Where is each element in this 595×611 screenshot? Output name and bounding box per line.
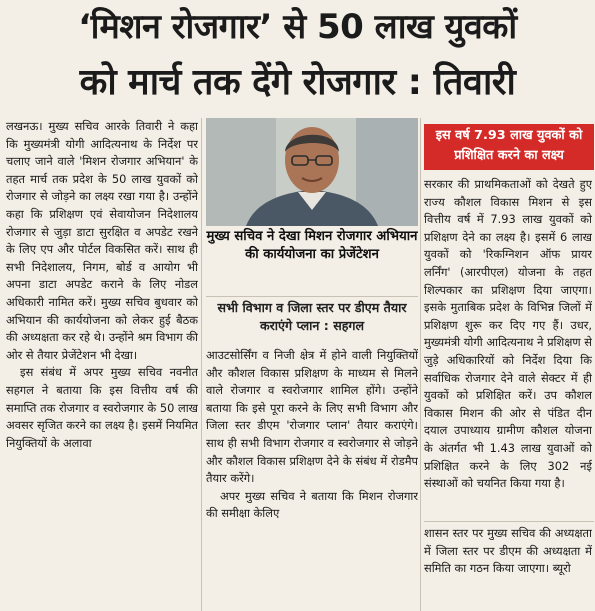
photo-chief-secretary bbox=[206, 118, 418, 226]
portrait-image bbox=[206, 118, 418, 226]
paragraph: लखनऊ। मुख्य सचिव आरके तिवारी ने कहा कि मुख्यमंत्री योगी आदित्यनाथ के निर्देश पर चलाए जाने वाले 'मिशन रोजगार अभियान' के तहत मार्च तक प्रदेश के 50 लाख युवकों को रोजगार से जोड़ने का लक्ष्य रखा गया है। उन्होंने कहा कि प्रशिक्षण एवं सेवायोजन निदेशालय रोजगार से जुड़ा डाटा सुरक्षित व अपडेट रखने के लिए एप और पोर्टल विकसित करें। साथ ही सभी निदेशालय, निगम, बोर्ड व आयोग भी अपना डाटा अपडेट कराने के लिए नोडल अधिकारी नामित करें। मुख्य सचिव बुधवार को अभियान की कार्ययोजना को लेकर हुई बैठक की अध्यक्षता कर रहे थे। उन्होंने श्रम विभाग की ओर से तैयार प्रेजेंटेशन भी देखा। bbox=[6, 119, 198, 362]
sidebar-footer-text bbox=[424, 525, 592, 611]
paragraph: आउटसोर्सिंग व निजी क्षेत्र में होने वाली नियुक्तियों और कौशल विकास प्रशिक्षण के माध्यम से मिलने वाले रोजगार व स्वरोजगार शामिल होंगे। उन्होंने बताया कि इसे पूरा करने के लिए सभी विभाग और जिला स्तर डीएम 'रोजगार प्लान' तैयार कराएंगे। साथ ही सभी विभाग रोजगार व स्वरोजगार से जोड़ने और कौशल विकास प्रशिक्षण देने के संबंध में रोडमैप तैयार करेंगे। bbox=[206, 348, 418, 486]
left-column-text bbox=[6, 118, 198, 611]
headline-line-2: को मार्च तक देंगे रोजगार : तिवारी bbox=[79, 62, 516, 103]
column-divider bbox=[420, 118, 421, 611]
sidebar-text bbox=[424, 176, 592, 521]
paragraph: सरकार की प्राथमिकताओं को देखते हुए राज्य कौशल विकास मिशन से इस वित्तीय वर्ष में 7.93 लाख युवकों को प्रशिक्षण देने का लक्ष्य है। इसमें 6 लाख युवकों को 'रिकग्निशन ऑफ प्रायर लर्निंग' (आरपीएल) योजना के तहत शिल्पकार का प्रशिक्षण दिया जाएगा। इसके मुताबिक प्रदेश के विभिन्न जिलों में प्रशिक्षण शुरू कर दिए गए हैं। उधर, मुख्यमंत्री योगी आदित्यनाथ ने प्रशिक्षण से जुड़े अधिकारियों को निर्देश दिया कि सर्वाधिक रोजगार देने वाले सेक्टर में ही युवकों को प्रशिक्षित करें। उप कौशल विकास मिशन की ओर से पंडित दीन दयाल उपाध्याय ग्रामीण कौशल योजना के अंतर्गत भी 1.43 लाख युवाओं को प्रशिक्षित करने के लिए 302 नई संस्थाओं को चयनित किया गया है। bbox=[424, 177, 592, 491]
headline-line-1: ‘मिशन रोजगार’ से 50 लाख युवकों bbox=[78, 7, 517, 47]
sidebar-title: इस वर्ष 7.93 लाख युवकों को प्रशिक्षित करने का लक्ष्य bbox=[424, 124, 594, 170]
column-divider bbox=[201, 118, 202, 611]
paragraph: अपर मुख्य सचिव ने बताया कि मिशन रोजगार की समीक्षा केलिए bbox=[206, 488, 418, 521]
paragraph: इस संबंध में अपर मुख्य सचिव नवनीत सहगल ने बताया कि इस वित्तीय वर्ष की समाप्ति तक रोजगार व स्वरोजगार के 50 लाख अवसर सृजित करने का लक्ष्य है। इसमें नियमित नियुक्तियों के अलावा bbox=[6, 365, 198, 450]
subheadline: सभी विभाग व जिला स्तर पर डीएम तैयार कराएंगे प्लान : सहगल bbox=[206, 296, 418, 335]
photo-caption: मुख्य सचिव ने देखा मिशन रोजगार अभियान की कार्ययोजना का प्रेजेंटेशन bbox=[206, 229, 418, 262]
middle-column-text bbox=[206, 347, 418, 611]
paragraph: शासन स्तर पर मुख्य सचिव की अध्यक्षता में जिला स्तर पर डीएम की अध्यक्षता में समिति का गठन किया जाएगा। ब्यूरो bbox=[424, 526, 592, 576]
sidebar-divider bbox=[424, 521, 594, 522]
